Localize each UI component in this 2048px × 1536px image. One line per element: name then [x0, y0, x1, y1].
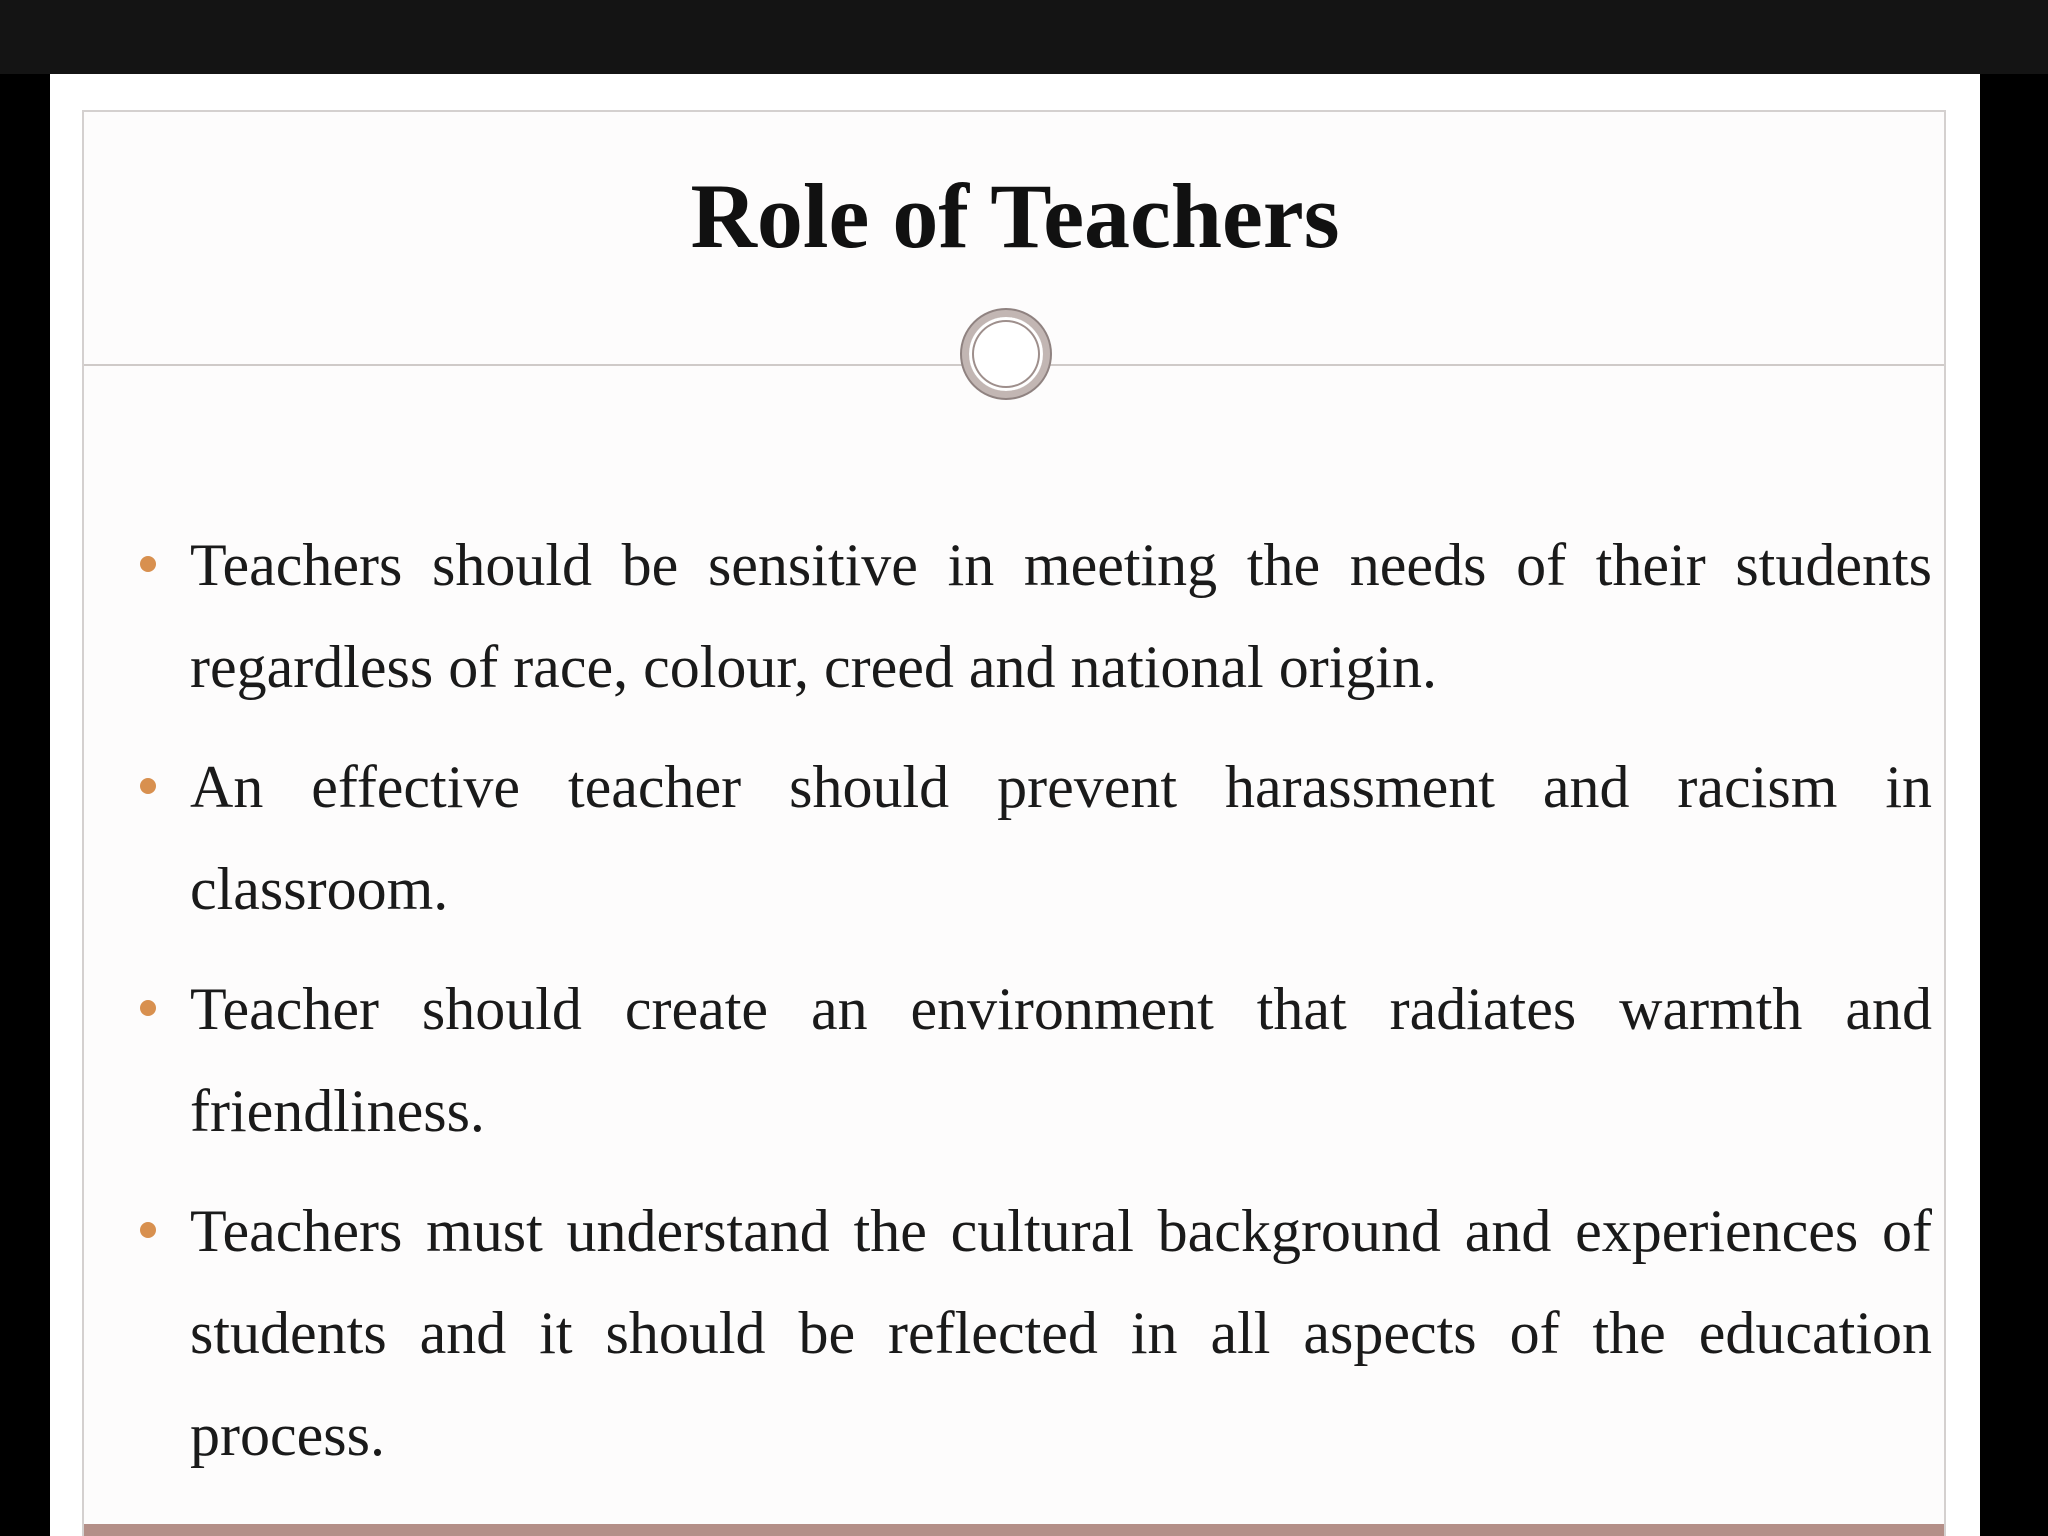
- bullet-item: [190, 736, 1932, 940]
- bullet-text: Teachers must understand the cultural background and experiences of students and it should be reflected in all aspects of the education process.: [190, 1198, 1932, 1468]
- bottom-accent-bar: [84, 1524, 1944, 1536]
- bullet-dot-icon: [140, 778, 156, 794]
- bullet-list: [190, 514, 1932, 1504]
- bullet-dot-icon: [140, 1222, 156, 1238]
- slide-title: Role of Teachers: [690, 165, 1340, 267]
- bullet-item: [190, 958, 1932, 1162]
- bullet-dot-icon: [140, 556, 156, 572]
- top-bar: [0, 0, 2048, 74]
- divider-ring-icon: [962, 310, 1050, 398]
- bullet-text: Teachers should be sensitive in meeting the needs of their students regardless of race, colour, creed and national origin.: [190, 532, 1932, 700]
- bullet-item: [190, 514, 1932, 718]
- slide: [50, 74, 1980, 1536]
- bullet-dot-icon: [140, 1000, 156, 1016]
- bullet-item: [190, 1180, 1932, 1486]
- bullet-text: Teacher should create an environment that radiates warmth and friendliness.: [190, 976, 1932, 1144]
- bullet-text: An effective teacher should prevent harassment and racism in classroom.: [190, 754, 1932, 922]
